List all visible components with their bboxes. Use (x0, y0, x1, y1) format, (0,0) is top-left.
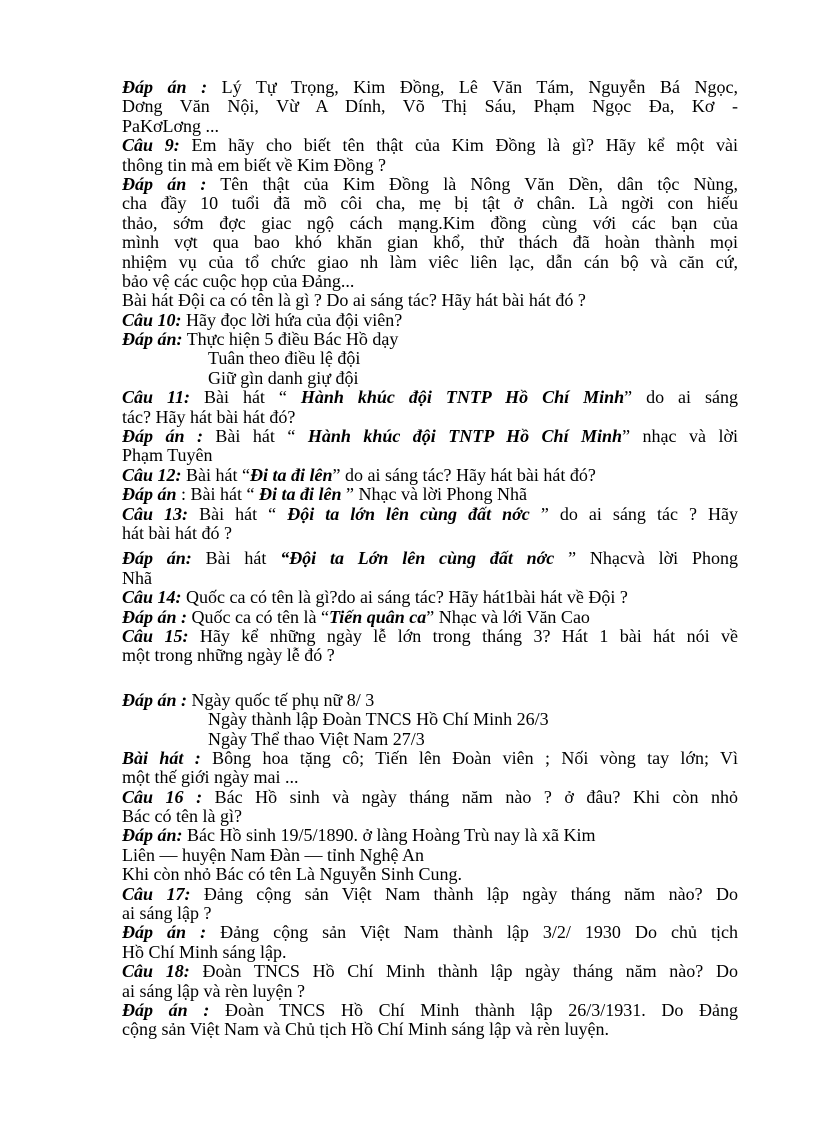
line-text: Quốc ca có tên là gì?do ai sáng tác? Hãy hát1bài hát về Đội ? (181, 587, 628, 608)
line-label: Câu 17: (122, 884, 191, 904)
line-text: Dơng Văn Nội, Vừ A Dính, Võ Thị Sáu, Phạm Ngọc Đa, Kơ - (122, 97, 738, 117)
text-line (122, 608, 738, 627)
line-label: Đáp án : (122, 78, 208, 97)
line-label: Đáp án : (122, 606, 188, 627)
line-text: Phạm Tuyên (122, 445, 213, 466)
line-text: cộng sản Việt Nam và Chủ tịch Hồ Chí Minh sáng lập và rèn luyện. (122, 1019, 610, 1040)
line-text: Nhã (122, 567, 152, 588)
line-label: Đáp án: (122, 329, 183, 350)
song-title: Hành khúc đội TNTP Hồ Chí Minh (300, 388, 625, 408)
line-text: Em hãy cho biết tên thật của Kim Đồng là gì? Hãy kể một vài (179, 136, 738, 156)
line-label: Đáp án: (122, 549, 192, 569)
text-line (122, 846, 738, 865)
text-line (122, 175, 738, 194)
text-line (122, 524, 738, 543)
line-text: Bông hoa tặng cô; Tiến lên Đoàn viên ; Nối vòng tay lớn; Vì (200, 748, 738, 768)
line-text: thông tin mà em biết về Kim Đồng ? (122, 154, 386, 175)
line-text: Khi còn nhỏ Bác có tên Là Nguyễn Sinh Cung. (122, 864, 462, 885)
line-text-end: ” Nhạcvà lời Phong (554, 549, 738, 569)
line-text: Quốc ca có tên là “ (187, 606, 329, 627)
text-line (122, 446, 738, 465)
text-line (122, 253, 738, 272)
text-line (122, 982, 738, 1001)
text-line (122, 768, 738, 787)
document-page (122, 78, 738, 1040)
line-text: Hồ Chí Minh sáng lập. (122, 941, 287, 962)
line-text: ai sáng lập và rèn luyện ? (122, 980, 305, 1001)
song-title: “Đội ta Lớn lên cùng đất nớc (280, 549, 555, 569)
blank-line (122, 666, 738, 685)
line-text: Ngày Thể thao Việt Nam 27/3 (208, 728, 425, 749)
line-label: Câu 13: (122, 504, 189, 524)
song-title: Đội ta lớn lên cùng đất nớc (287, 504, 530, 524)
line-text: Bài hát Đội ca có tên là gì ? Do ai sáng tác? Hãy hát bài hát đó ? (122, 290, 586, 311)
line-text-end: ” Nhạc và lới Văn Cao (426, 606, 590, 627)
text-line (122, 233, 738, 252)
text-line (122, 194, 738, 213)
text-line (122, 369, 738, 388)
line-text-end: ” Nhạc và lời Phong Nhã (341, 484, 527, 505)
line-text: cha đầy 10 tuổi đã mồ côi cha, mẹ bị tật ở chân. Là ngời con hiếu (122, 194, 738, 214)
line-text: Bác Hồ sinh 19/5/1890. ở làng Hoàng Trù nay là xã Kim (182, 825, 596, 846)
line-label: Đáp án : (122, 923, 207, 943)
text-line (122, 408, 738, 427)
line-text: tác? Hãy hát bài hát đó? (122, 406, 296, 427)
text-line (122, 1020, 738, 1039)
text-line (122, 691, 738, 710)
song-title: Tiến quân ca (328, 606, 427, 627)
line-label: Câu 14: (122, 587, 182, 608)
line-text: Đoàn TNCS Hồ Chí Minh thành lập 26/3/1931. Do Đảng (209, 1000, 738, 1020)
line-text: thảo, sớm đợc giac ngộ cách mạng.Kim đồng cùng với các bạn của (122, 213, 738, 233)
line-text: : Bài hát “ (176, 484, 259, 505)
text-line (122, 466, 738, 485)
line-text: Đảng cộng sản Việt Nam thành lập ngày tháng năm nào? Do (190, 884, 738, 904)
line-label: Câu 18: (122, 962, 190, 982)
line-label: Đáp án : (122, 174, 207, 194)
line-label: Đáp án: (122, 825, 183, 846)
text-line (122, 788, 738, 807)
song-title: Đi ta đi lên (259, 484, 342, 505)
line-label: Câu 15: (122, 626, 189, 646)
text-line (122, 588, 738, 607)
line-text: Bác Hồ sinh và ngày tháng năm nào ? ở đâu? Khi còn nhỏ (202, 787, 738, 807)
line-text: một thế giới ngày mai ... (122, 767, 299, 788)
text-line (122, 627, 738, 646)
text-line (122, 311, 738, 330)
text-line (122, 117, 738, 136)
line-text-end: ” nhạc và lời (622, 427, 738, 447)
text-line (122, 923, 738, 942)
text-line (122, 865, 738, 884)
line-text: Liên — huyện Nam Đàn — tỉnh Nghệ An (122, 844, 424, 865)
text-line (122, 730, 738, 749)
text-line (122, 505, 738, 524)
text-line (122, 330, 738, 349)
line-label: Đáp án : (122, 689, 188, 710)
line-text: Đảng cộng sản Việt Nam thành lập 3/2/ 1930 Do chủ tịch (206, 923, 738, 943)
line-text: Giữ gìn danh giự đội (208, 367, 359, 388)
line-label: Câu 9: (122, 136, 180, 156)
line-label: Câu 10: (122, 309, 182, 330)
text-line (122, 943, 738, 962)
text-line (122, 214, 738, 233)
line-label: Câu 16 : (122, 787, 203, 807)
line-text: Đoàn TNCS Hồ Chí Minh thành lập ngày tháng năm nào? Do (189, 962, 738, 982)
song-title: Đi ta đi lên (250, 464, 333, 485)
line-text: hát bài hát đó ? (122, 522, 232, 543)
line-text-end: ” do ai sáng tác ? Hãy (529, 504, 738, 524)
line-label: Đáp án : (122, 427, 203, 447)
text-line (122, 962, 738, 981)
text-line (122, 97, 738, 116)
line-text: một trong những ngày lễ đó ? (122, 645, 335, 666)
line-label: Bài hát : (122, 748, 201, 768)
line-text: PaKơLơng ... (122, 115, 220, 136)
line-label: Đáp án (122, 484, 177, 505)
line-text: Lý Tự Trọng, Kim Đồng, Lê Văn Tám, Nguyễn Bá Ngọc, (207, 78, 738, 97)
text-line (122, 904, 738, 923)
text-line (122, 78, 738, 97)
text-line (122, 749, 738, 768)
text-line (122, 485, 738, 504)
text-line (122, 388, 738, 407)
line-label: Đáp án : (122, 1000, 210, 1020)
line-text: Hãy đọc lời hứa của đội viên? (181, 309, 403, 330)
text-line (122, 272, 738, 291)
text-line (122, 136, 738, 155)
text-line (122, 291, 738, 310)
text-line (122, 646, 738, 665)
line-text: Tên thật của Kim Đồng là Nông Văn Dền, dân tộc Nùng, (206, 174, 738, 194)
text-line (122, 885, 738, 904)
line-text: Thực hiện 5 điều Bác Hồ dạy (182, 329, 399, 350)
line-text: Bài hát “ (181, 464, 250, 485)
song-title: Hành khúc đội TNTP Hồ Chí Minh (307, 427, 623, 447)
line-text-end: ” do ai sáng (624, 388, 738, 408)
line-text: Bác có tên là gì? (122, 806, 242, 827)
line-text: ai sáng lập ? (122, 903, 212, 924)
line-text: nhiệm vụ của tổ chức giao nh làm viêc liên lạc, dẫn cán bộ và căn cứ, (122, 252, 738, 272)
text-line (122, 427, 738, 446)
text-line (122, 156, 738, 175)
line-text: Ngày quốc tế phụ nữ 8/ 3 (187, 689, 375, 710)
line-text: Bài hát “ (188, 504, 288, 524)
line-text: Ngày thành lập Đoàn TNCS Hồ Chí Minh 26/3 (208, 709, 549, 730)
line-text: Hãy kể những ngày lễ lớn trong tháng 3? Hát 1 bài hát nói về (188, 626, 738, 646)
text-line (122, 826, 738, 845)
line-text: bảo vệ các cuộc họp của Đảng... (122, 270, 355, 291)
line-text: Bài hát (191, 549, 281, 569)
line-text-end: ” do ai sáng tác? Hãy hát bài hát đó? (332, 464, 596, 485)
line-label: Câu 11: (122, 388, 190, 408)
text-line (122, 569, 738, 588)
line-text: Bài hát “ (202, 427, 308, 447)
text-line (122, 710, 738, 729)
text-line (122, 807, 738, 826)
line-text: Bài hát “ (190, 388, 301, 408)
line-text: Tuân theo điều lệ đội (208, 348, 361, 369)
text-line (122, 349, 738, 368)
line-text: mình vợt qua bao khó khăn gian khổ, thử thách đã hoàn thành mọi (122, 233, 738, 253)
line-label: Câu 12: (122, 464, 182, 485)
text-line (122, 549, 738, 568)
text-line (122, 1001, 738, 1020)
